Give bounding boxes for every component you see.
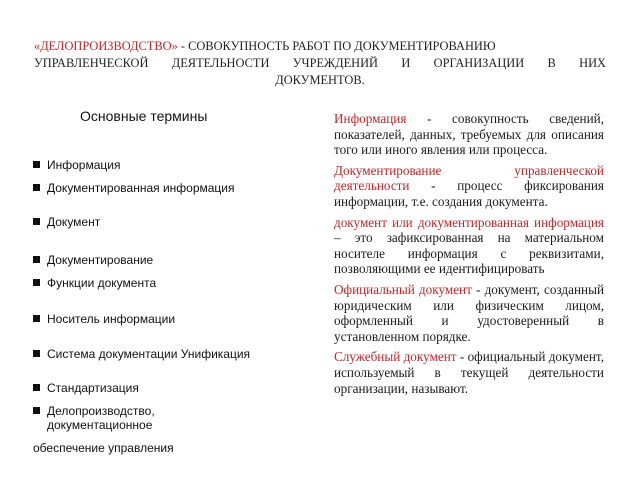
slide-header <box>34 38 606 89</box>
term-item: Делопроизводство, <box>33 404 155 418</box>
bullet-icon <box>33 407 40 414</box>
header-line-3: ДОКУМЕНТОВ. <box>275 73 365 87</box>
definition-paragraph: Документирование управленческой деятельности - процесс фиксирования информации, т.е. создания документа. <box>334 162 604 209</box>
bullet-icon <box>33 218 40 225</box>
definition-paragraph: Информация - совокупность сведений, показателей, данных, требуемых для описания того или иного явления или процесса. <box>334 111 604 158</box>
bullet-icon <box>33 161 40 168</box>
term-item: Система документации Унификация <box>33 347 250 361</box>
definition-paragraph: документ или документированная информация – это зафиксированная на материальном носителе информация с реквизитами, позволяющими ее идентифицировать <box>334 214 604 277</box>
term-item-continued: обеспечение управления <box>33 441 174 455</box>
bullet-icon <box>33 384 40 391</box>
left-title: Основные термины <box>80 108 208 124</box>
bullet-icon <box>33 350 40 357</box>
term-item: Стандартизация <box>33 381 139 395</box>
definition-paragraph: Официальный документ - документ, созданный юридическим или физическим лицом, оформленный и удостоверенный в установленном порядке. <box>334 281 604 344</box>
bullet-icon <box>33 256 40 263</box>
header-term: «ДЕЛОПРОИЗВОДСТВО» <box>34 39 178 53</box>
term-item: Документирование <box>33 253 153 267</box>
header-line-2: УПРАВЛЕНЧЕСКОЙ ДЕЯТЕЛЬНОСТИ УЧРЕЖДЕНИЙ И ОРГАНИЗАЦИИ В НИХ <box>34 56 606 70</box>
term-item: Носитель информации <box>33 312 175 326</box>
term-item: Документ <box>33 215 100 229</box>
definitions <box>334 111 604 401</box>
term-item-continued: документационное <box>47 418 153 432</box>
term-item: Функции документа <box>33 276 156 290</box>
definition-paragraph: Служебный документ - официальный документ, используемый в текущей деятельности организации, называют. <box>334 349 604 396</box>
bullet-icon <box>33 184 40 191</box>
bullet-icon <box>33 315 40 322</box>
header-line-1 <box>34 38 606 55</box>
bullet-icon <box>33 279 40 286</box>
header-line1-rest: - СОВОКУПНОСТЬ РАБОТ ПО ДОКУМЕНТИРОВАНИЮ <box>180 39 496 53</box>
term-item: Документированная информация <box>33 181 235 195</box>
term-item: Информация <box>33 158 120 172</box>
